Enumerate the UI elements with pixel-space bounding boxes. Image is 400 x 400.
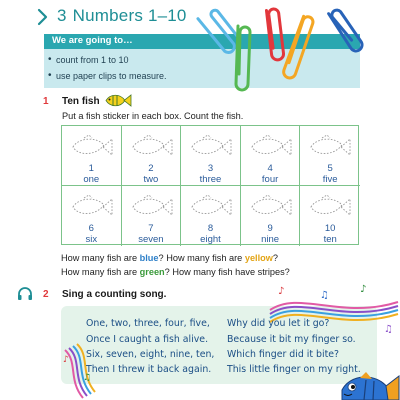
blue-fish-illustration (336, 372, 400, 400)
box-word: two (143, 174, 159, 185)
question-text: ? (272, 253, 279, 263)
question-line (61, 253, 278, 263)
box-number: 2 (148, 163, 154, 174)
aim-item: • count from 1 to 10 (56, 55, 129, 65)
svg-text:♪: ♪ (63, 355, 69, 365)
question-text: ? How many fish have stripes? (164, 267, 290, 277)
question-text: How many fish are (61, 253, 140, 263)
fish-box[interactable] (300, 186, 360, 246)
question-line (61, 267, 290, 277)
fish-box[interactable] (181, 126, 241, 186)
section-title: Sing a counting song. (62, 289, 167, 300)
box-word: ten (323, 234, 337, 245)
question-text: How many fish are (61, 267, 140, 277)
box-word: nine (261, 234, 280, 245)
fish-box[interactable] (241, 186, 301, 246)
color-word-yellow: yellow (244, 253, 273, 263)
music-notes-illustration (260, 280, 400, 340)
fish-outline-icon (308, 195, 352, 219)
svg-text:♫: ♫ (320, 290, 329, 301)
fish-box[interactable] (122, 186, 182, 246)
box-word: four (261, 174, 279, 185)
box-number: 9 (267, 223, 273, 234)
svg-text:♪: ♪ (278, 286, 285, 297)
song-line: Then I threw it back again. (86, 364, 212, 375)
box-word: three (199, 174, 222, 185)
fish-outline-icon (130, 135, 174, 159)
page-title-text: Numbers 1–10 (72, 6, 187, 25)
question-text: ? How many fish are (158, 253, 245, 263)
chevron-right-icon (35, 7, 51, 27)
box-word: eight (200, 234, 221, 245)
fish-outline-icon (189, 135, 233, 159)
song-line: Because it bit my finger so. (227, 334, 356, 345)
song-line: Why did you let it go? (227, 318, 330, 329)
song-line: Once I caught a fish alive. (86, 334, 209, 345)
fish-sticker-grid (61, 125, 359, 245)
fish-box[interactable] (181, 186, 241, 246)
box-number: 7 (148, 223, 154, 234)
fish-box[interactable] (122, 126, 182, 186)
box-number: 5 (327, 163, 333, 174)
box-number: 4 (267, 163, 273, 174)
box-word: one (83, 174, 100, 185)
svg-text:♪: ♪ (360, 284, 367, 295)
box-word: six (85, 234, 98, 245)
fish-outline-icon (70, 135, 114, 159)
fish-outline-icon (249, 135, 293, 159)
box-number: 8 (207, 223, 214, 234)
page-title (57, 6, 187, 26)
box-number: 3 (207, 163, 214, 174)
svg-text:♫: ♫ (83, 373, 92, 383)
section-number: 2 (43, 289, 49, 300)
fish-outline-icon (308, 135, 352, 159)
fish-box[interactable] (300, 126, 360, 186)
fish-box[interactable] (62, 126, 122, 186)
fish-outline-icon (70, 195, 114, 219)
section-title: Ten fish (62, 96, 100, 107)
aim-item: • use paper clips to measure. (56, 71, 167, 81)
box-number: 6 (88, 223, 94, 234)
yellow-fish-icon (104, 92, 132, 109)
fish-outline-icon (249, 195, 293, 219)
headphones-icon (17, 286, 33, 301)
song-line: Which finger did it bite? (227, 349, 340, 360)
fish-outline-icon (189, 195, 233, 219)
song-line: This little finger on my right. (227, 364, 361, 375)
aims-heading: We are going to… (52, 35, 133, 46)
color-word-blue: blue (139, 253, 159, 263)
song-line: Six, seven, eight, nine, ten, (86, 349, 215, 360)
fish-outline-icon (130, 195, 174, 219)
color-word-green: green (139, 267, 165, 277)
section-instruction: Put a fish sticker in each box. Count the fish. (62, 111, 244, 121)
page-number: 3 (57, 6, 67, 25)
section-number: 1 (43, 96, 49, 107)
fish-box[interactable] (62, 186, 122, 246)
song-line: One, two, three, four, five, (86, 318, 210, 329)
box-number: 1 (88, 163, 94, 174)
box-number: 10 (324, 223, 336, 234)
box-word: five (322, 174, 338, 185)
svg-text:♫: ♫ (384, 324, 393, 335)
paper-clips-illustration (190, 2, 400, 94)
box-word: seven (138, 234, 164, 245)
fish-box[interactable] (241, 126, 301, 186)
